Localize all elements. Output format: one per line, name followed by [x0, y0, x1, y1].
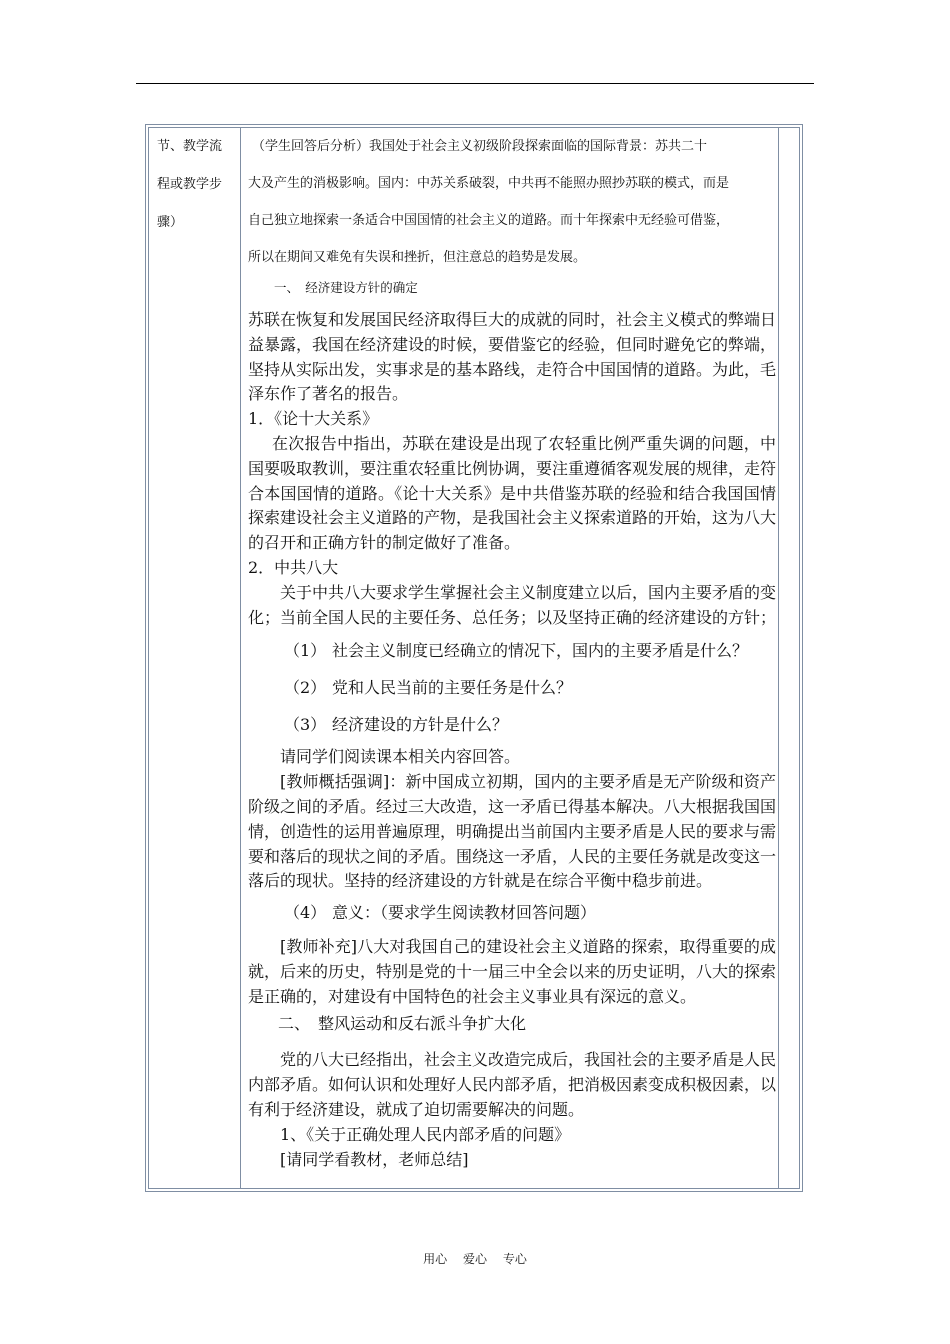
paragraph-eighth-congress: 关于中共八大要求学生掌握社会主义制度建立以后，国内主要矛盾的变化；当前全国人民的主要任务、总任务；以及坚持正确的经济建设的方针； [248, 582, 777, 627]
intro-line: 自己独立地探索一条适合中国国情的社会主义的道路。而十年探索中无经验可借鉴， [248, 213, 730, 228]
question-text: 经济建设的方针是什么？ [332, 715, 509, 735]
paragraph-ten-relations: 在次报告中指出，苏联在建设是出现了农轻重比例严重失调的问题，中国要吸取教训，要注重农轻重比例协调，要注重遵循客观发展的规律，走符合本国国情的道路。《论十大关系》是中共借鉴苏联的经验和结合我国国情探索建设社会主义道路的产物，是我国社会主义探索道路的开始，这为八大的召开和正确方针的制定做好了准备。 [248, 433, 777, 553]
teacher-instruction: [请同学看教材，老师总结] [280, 1149, 469, 1169]
row-label-line: 程或教学步 [157, 177, 223, 192]
footer-word: 专心 [502, 1252, 527, 1266]
teacher-summary: [教师概括强调]：新中国成立初期，国内的主要矛盾是无产阶级和资产阶级之间的矛盾。经过三大改造，这一矛盾已得基本解决。八大根据我国国情，创造性的运用普遍原理，明确提出当前国内主要矛盾是人民的要求与需要和落后的现状之间的矛盾。围绕这一矛盾，人民的主要任务就是改变这一落后的现状。坚持的经济建设的方针就是在综合平衡中稳步前进。 [248, 772, 777, 891]
footer-word: 爱心 [462, 1252, 487, 1266]
question-number: （4） [284, 903, 327, 923]
intro-line: （学生回答后分析）我国处于社会主义初级阶段探索面临的国际背景：苏共二十 [252, 139, 708, 154]
subheading-correct-handling: 1、《关于正确处理人民内部矛盾的问题》 [280, 1124, 571, 1144]
question-number: （2） [284, 678, 327, 698]
question-4 [248, 894, 776, 931]
header-rule [136, 83, 814, 84]
question-text: 意义：（要求学生阅读教材回答问题） [332, 903, 597, 923]
reading-instruction: 请同学们阅读课本相关内容回答。 [280, 747, 521, 767]
subheading-eighth-congress: 2．中共八大 [248, 557, 339, 577]
question-number: （1） [284, 641, 327, 661]
row-label-line: 骤） [157, 215, 184, 230]
row-label-line: 节、教学流 [157, 139, 223, 154]
section-heading-2: 二、 整风运动和反右派斗争扩大化 [278, 1013, 527, 1033]
paragraph-soviet-model: 苏联在恢复和发展国民经济取得巨大的成就的同时，社会主义模式的弊端日益暴露，我国在经济建设的时候，要借鉴它的经验，但同时避免它的弊端，坚持从实际出发，实事求是的基本路线，走符合中国国情的道路。为此，毛泽东作了著名的报告。 [248, 310, 777, 404]
column-divider-right [778, 127, 779, 1189]
footer-word: 用心 [423, 1252, 448, 1266]
question-1 [248, 632, 776, 669]
question-3 [248, 706, 776, 743]
teacher-supplement: [教师补充]八大对我国自己的建设社会主义道路的探索，取得重要的成就，后来的历史，特别是党的十一届三中全会以来的历史证明，八大的探索是正确的，对建设有中国特色的社会主义事业具有深远的意义。 [248, 937, 777, 1006]
page-footer [0, 1250, 950, 1267]
intro-line: 所以在期间又难免有失误和挫折，但注意总的趋势是发展。 [248, 250, 587, 265]
column-divider [240, 127, 241, 1189]
paragraph-internal-contradictions: 党的八大已经指出，社会主义改造完成后，我国社会的主要矛盾是人民内部矛盾。如何认识和处理好人民内部矛盾，把消极因素变成积极因素，以有利于经济建设，就成了迫切需要解决的问题。 [248, 1050, 777, 1119]
intro-analysis [248, 128, 776, 276]
subheading-ten-relations: 1．《论十大关系》 [248, 409, 379, 429]
question-text: 社会主义制度已经确立的情况下，国内的主要矛盾是什么？ [332, 641, 749, 661]
question-number: （3） [284, 715, 327, 735]
question-text: 党和人民当前的主要任务是什么？ [332, 678, 573, 698]
section-heading-1: 一、 经济建设方针的确定 [274, 280, 418, 295]
lesson-content-cell [248, 128, 776, 1172]
intro-line: 大及产生的消极影响。国内：中苏关系破裂，中共再不能照办照抄苏联的模式，而是 [248, 176, 730, 191]
question-2 [248, 669, 776, 706]
